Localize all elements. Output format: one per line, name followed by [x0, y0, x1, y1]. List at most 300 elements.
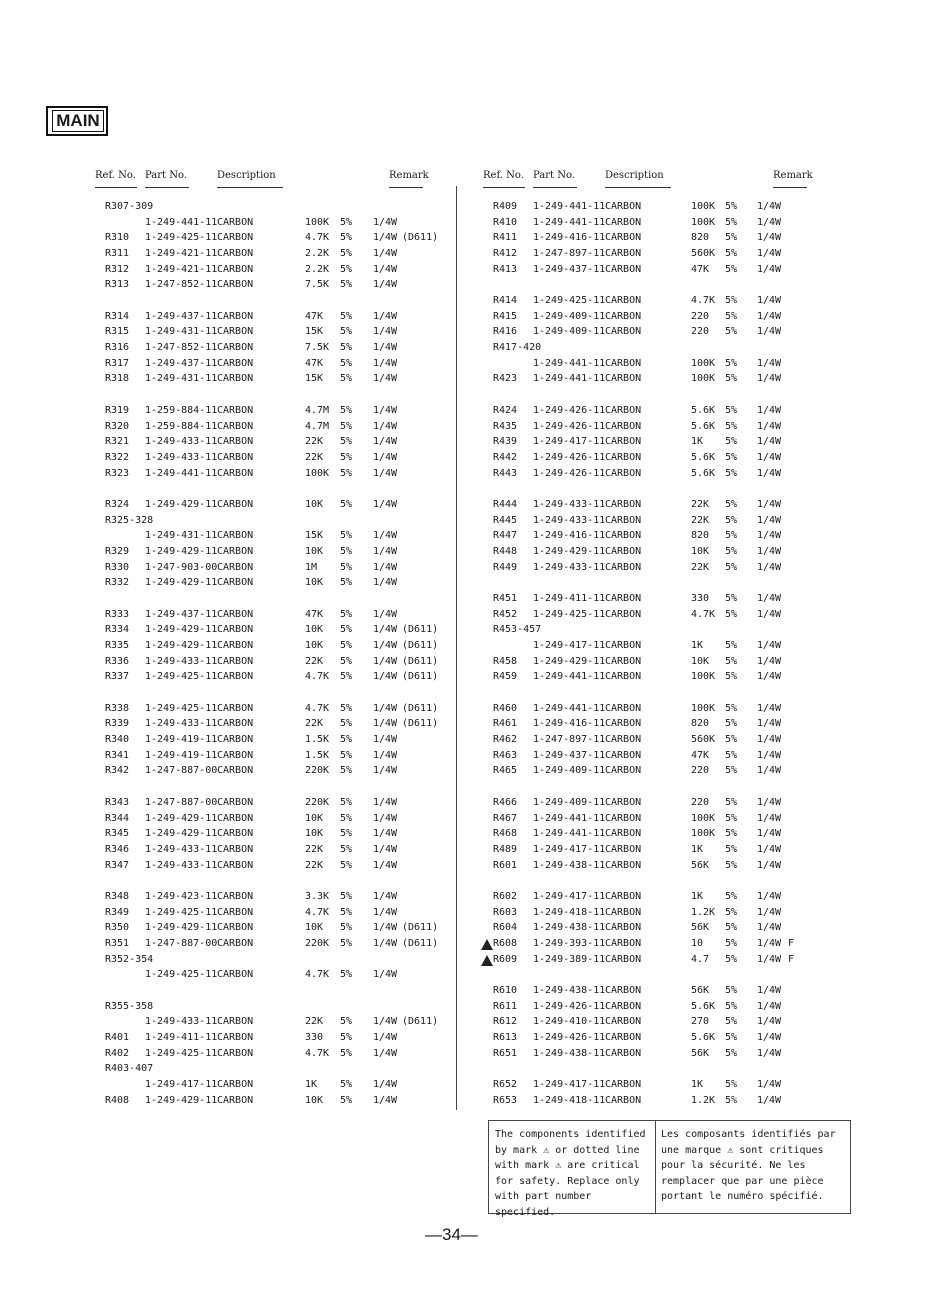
- part-no: 1-249-431-11: [145, 373, 218, 385]
- ref-no: R312: [105, 263, 130, 275]
- rating: 1/4W: [373, 812, 398, 824]
- value: 3.3K: [305, 890, 330, 902]
- tolerance: 5%: [340, 655, 353, 667]
- value: 47K: [691, 749, 710, 761]
- part-no: 1-249-441-11: [145, 216, 218, 228]
- ref-no: R610: [493, 985, 518, 996]
- ref-no: R461: [493, 718, 518, 730]
- value: 1K: [691, 640, 704, 652]
- value: 5.6K: [691, 1032, 716, 1044]
- description: CARBON: [605, 310, 642, 322]
- ref-no: R453-457: [493, 624, 542, 636]
- part-no: 1-249-409-11: [533, 796, 606, 808]
- value: 10K: [305, 828, 324, 840]
- ref-no: R452: [493, 608, 518, 620]
- rating: 1/4W: [373, 577, 398, 589]
- remark: (D611): [402, 718, 439, 730]
- part-no: 1-249-425-11: [533, 608, 606, 620]
- rating: 1/4W: [373, 796, 398, 808]
- value: 100K: [691, 702, 716, 714]
- rating: 1/4W: [373, 232, 398, 244]
- ref-no: R423: [493, 373, 518, 385]
- part-no: 1-249-417-11: [533, 890, 606, 902]
- rating: 1/4W: [757, 310, 782, 322]
- value: 100K: [305, 216, 330, 228]
- remark: (D611): [402, 232, 439, 244]
- ref-no: R445: [493, 514, 518, 526]
- ref-no: R444: [493, 498, 518, 510]
- value: 5.6K: [691, 451, 716, 463]
- tolerance: 5%: [725, 1047, 738, 1059]
- value: 10K: [305, 640, 324, 652]
- part-no: 1-249-426-11: [533, 1000, 606, 1012]
- rating: 1/4W: [757, 718, 782, 730]
- header-description: Description: [217, 170, 276, 181]
- ref-no: R417-420: [493, 342, 542, 354]
- value: 5.6K: [691, 1000, 716, 1012]
- safety-warning-icon: [481, 939, 493, 950]
- tolerance: 5%: [340, 404, 353, 416]
- rating: 1/4W: [757, 248, 782, 260]
- ref-no: R442: [493, 451, 518, 463]
- part-no: 1-249-429-11: [145, 1094, 218, 1106]
- rating: 1/4W: [757, 451, 782, 463]
- description: CARBON: [605, 985, 642, 996]
- part-no: 1-247-903-00: [145, 561, 218, 573]
- rating: 1/4W: [757, 1032, 782, 1044]
- part-no: 1-249-426-11: [533, 467, 606, 479]
- description: CARBON: [605, 906, 642, 918]
- value: 47K: [691, 263, 710, 275]
- value: 100K: [691, 357, 716, 369]
- rating: 1/4W: [757, 467, 782, 479]
- description: CARBON: [217, 326, 254, 338]
- tolerance: 5%: [340, 373, 353, 385]
- ref-no: R325-328: [105, 514, 154, 526]
- ref-no: R463: [493, 749, 518, 761]
- value: 4.7M: [305, 404, 330, 416]
- column-header: [483, 168, 843, 190]
- tolerance: 5%: [340, 718, 353, 730]
- part-no: 1-249-429-11: [145, 577, 218, 589]
- rating: 1/4W: [757, 561, 782, 573]
- tolerance: 5%: [725, 812, 738, 824]
- ref-no: R449: [493, 561, 518, 573]
- rating: 1/4W: [373, 545, 398, 557]
- tolerance: 5%: [725, 1094, 738, 1106]
- tolerance: 5%: [725, 1079, 738, 1091]
- value: 820: [691, 232, 710, 244]
- tolerance: 5%: [340, 828, 353, 840]
- rating: 1/4W: [373, 969, 398, 981]
- value: 22K: [691, 561, 710, 573]
- part-no: 1-249-429-11: [145, 624, 218, 636]
- value: 10K: [305, 624, 324, 636]
- ref-no: R411: [493, 232, 518, 244]
- tolerance: 5%: [725, 514, 738, 526]
- part-no: 1-249-429-11: [145, 812, 218, 824]
- value: 10K: [305, 577, 324, 589]
- rating: 1/4W: [757, 216, 782, 228]
- rating: 1/4W: [373, 467, 398, 479]
- part-no: 1-249-416-11: [533, 718, 606, 730]
- description: CARBON: [605, 828, 642, 840]
- part-no: 1-249-417-11: [533, 640, 606, 652]
- rating: 1/4W: [373, 702, 398, 714]
- ref-no: R403-407: [105, 1063, 154, 1075]
- description: CARBON: [217, 232, 254, 244]
- value: 270: [691, 1016, 710, 1028]
- description: CARBON: [217, 1047, 254, 1059]
- part-no: 1-249-426-11: [533, 420, 606, 432]
- ref-no: R410: [493, 216, 518, 228]
- value: 4.7K: [305, 232, 330, 244]
- part-no: 1-249-426-11: [533, 451, 606, 463]
- value: 56K: [691, 859, 710, 871]
- description: CARBON: [605, 953, 642, 965]
- value: 220K: [305, 937, 330, 949]
- rating: 1/4W: [373, 310, 398, 322]
- part-no: 1-249-433-11: [145, 655, 218, 667]
- value: 1K: [305, 1079, 318, 1091]
- rating: 1/4W: [757, 201, 782, 212]
- description: CARBON: [217, 545, 254, 557]
- rating: 1/4W: [373, 436, 398, 448]
- description: CARBON: [605, 326, 642, 338]
- value: 820: [691, 530, 710, 542]
- header-remark: Remark: [389, 170, 429, 181]
- header-ref: Ref. No.: [483, 170, 524, 181]
- header-remark: Remark: [773, 170, 813, 181]
- rating: 1/4W: [373, 248, 398, 260]
- ref-no: R414: [493, 295, 518, 307]
- parts-column-right: [483, 168, 843, 1106]
- ref-no: R340: [105, 734, 130, 746]
- part-no: 1-249-425-11: [533, 295, 606, 307]
- tolerance: 5%: [340, 279, 353, 291]
- tolerance: 5%: [340, 765, 353, 777]
- rating: 1/4W: [757, 655, 782, 667]
- tolerance: 5%: [725, 263, 738, 275]
- rating: 1/4W: [757, 593, 782, 604]
- description: CARBON: [605, 216, 642, 228]
- part-no: 1-249-411-11: [533, 593, 606, 604]
- rating: 1/4W: [757, 937, 782, 949]
- rating: 1/4W: [373, 561, 398, 573]
- part-no: 1-247-897-11: [533, 734, 606, 746]
- tolerance: 5%: [725, 310, 738, 322]
- rating: 1/4W: [373, 655, 398, 667]
- rating: 1/4W: [757, 985, 782, 996]
- part-no: 1-249-441-11: [533, 357, 606, 369]
- ref-no: R342: [105, 765, 130, 777]
- ref-no: R435: [493, 420, 518, 432]
- tolerance: 5%: [725, 326, 738, 338]
- value: 100K: [691, 812, 716, 824]
- description: CARBON: [217, 279, 254, 291]
- tolerance: 5%: [725, 718, 738, 730]
- ref-no: R401: [105, 1032, 130, 1044]
- description: CARBON: [605, 796, 642, 808]
- tolerance: 5%: [725, 906, 738, 918]
- description: CARBON: [605, 1047, 642, 1059]
- section-title-box: [46, 106, 108, 136]
- tolerance: 5%: [340, 342, 353, 354]
- tolerance: 5%: [340, 436, 353, 448]
- tolerance: 5%: [725, 608, 738, 620]
- value: 10: [691, 937, 704, 949]
- tolerance: 5%: [340, 451, 353, 463]
- part-no: 1-249-429-11: [145, 498, 218, 510]
- ref-no: R652: [493, 1079, 518, 1091]
- value: 10K: [305, 1094, 324, 1106]
- description: CARBON: [605, 561, 642, 573]
- part-no: 1-249-389-11: [533, 953, 606, 965]
- tolerance: 5%: [340, 922, 353, 934]
- tolerance: 5%: [725, 545, 738, 557]
- rating: 1/4W: [757, 514, 782, 526]
- tolerance: 5%: [725, 796, 738, 808]
- ref-no: R334: [105, 624, 130, 636]
- ref-no: R612: [493, 1016, 518, 1028]
- ref-no: R468: [493, 828, 518, 840]
- part-no: 1-249-441-11: [533, 216, 606, 228]
- value: 330: [691, 593, 710, 604]
- description: CARBON: [217, 436, 254, 448]
- ref-no: R609: [493, 953, 518, 965]
- tolerance: 5%: [725, 765, 738, 777]
- header-part: Part No.: [145, 170, 187, 181]
- value: 10K: [691, 655, 710, 667]
- part-no: 1-249-409-11: [533, 326, 606, 338]
- part-no: 1-249-425-11: [145, 232, 218, 244]
- part-no: 1-249-438-11: [533, 1047, 606, 1059]
- description: CARBON: [217, 671, 254, 683]
- part-no: 1-247-887-00: [145, 796, 218, 808]
- ref-no: R349: [105, 906, 130, 918]
- description: CARBON: [605, 467, 642, 479]
- ref-no: R319: [105, 404, 130, 416]
- tolerance: 5%: [725, 985, 738, 996]
- description: CARBON: [217, 906, 254, 918]
- rating: 1/4W: [373, 420, 398, 432]
- ref-no: R613: [493, 1032, 518, 1044]
- description: CARBON: [605, 702, 642, 714]
- tolerance: 5%: [340, 843, 353, 855]
- description: CARBON: [605, 734, 642, 746]
- description: CARBON: [217, 1079, 254, 1091]
- value: 4.7K: [691, 295, 716, 307]
- part-no: 1-249-437-11: [145, 310, 218, 322]
- value: 22K: [305, 859, 324, 871]
- rating: 1/4W: [373, 734, 398, 746]
- tolerance: 5%: [340, 812, 353, 824]
- tolerance: 5%: [725, 295, 738, 307]
- part-no: 1-247-887-00: [145, 765, 218, 777]
- ref-no: R335: [105, 640, 130, 652]
- ref-no: R412: [493, 248, 518, 260]
- value: 10K: [305, 812, 324, 824]
- description: CARBON: [217, 1032, 254, 1044]
- remark: (D611): [402, 937, 439, 949]
- tolerance: 5%: [725, 373, 738, 385]
- remark: (D611): [402, 640, 439, 652]
- rating: 1/4W: [757, 702, 782, 714]
- ref-no: R409: [493, 201, 518, 212]
- tolerance: 5%: [340, 530, 353, 542]
- value: 4.7K: [691, 608, 716, 620]
- ref-no: R467: [493, 812, 518, 824]
- value: 7.5K: [305, 342, 330, 354]
- ref-no: R315: [105, 326, 130, 338]
- value: 330: [305, 1032, 324, 1044]
- part-no: 1-249-438-11: [533, 985, 606, 996]
- value: 1K: [691, 890, 704, 902]
- tolerance: 5%: [725, 702, 738, 714]
- value: 15K: [305, 530, 324, 542]
- value: 47K: [305, 357, 324, 369]
- description: CARBON: [605, 545, 642, 557]
- description: CARBON: [217, 734, 254, 746]
- rating: 1/4W: [373, 859, 398, 871]
- value: 1K: [691, 843, 704, 855]
- rating: 1/4W: [373, 749, 398, 761]
- tolerance: 5%: [340, 796, 353, 808]
- tolerance: 5%: [725, 734, 738, 746]
- tolerance: 5%: [725, 1032, 738, 1044]
- rating: 1/4W: [757, 922, 782, 934]
- description: CARBON: [217, 828, 254, 840]
- tolerance: 5%: [725, 1016, 738, 1028]
- tolerance: 5%: [340, 232, 353, 244]
- description: CARBON: [605, 232, 642, 244]
- description: CARBON: [217, 812, 254, 824]
- description: CARBON: [605, 263, 642, 275]
- part-no: 1-249-409-11: [533, 310, 606, 322]
- part-no: 1-249-417-11: [145, 1079, 218, 1091]
- value: 1.2K: [691, 1094, 716, 1106]
- description: CARBON: [605, 765, 642, 777]
- rating: 1/4W: [757, 436, 782, 448]
- description: CARBON: [217, 216, 254, 228]
- part-no: 1-249-418-11: [533, 1094, 606, 1106]
- part-no: 1-247-897-11: [533, 248, 606, 260]
- description: CARBON: [217, 718, 254, 730]
- rating: 1/4W: [757, 608, 782, 620]
- ref-no: R355-358: [105, 1000, 154, 1012]
- value: 100K: [691, 671, 716, 683]
- ref-no: R604: [493, 922, 518, 934]
- value: 22K: [691, 498, 710, 510]
- part-no: 1-249-437-11: [145, 357, 218, 369]
- value: 22K: [305, 718, 324, 730]
- tolerance: 5%: [340, 357, 353, 369]
- description: CARBON: [217, 922, 254, 934]
- rating: 1/4W: [757, 906, 782, 918]
- rating: 1/4W: [373, 1094, 398, 1106]
- description: CARBON: [605, 248, 642, 260]
- part-no: 1-249-429-11: [533, 655, 606, 667]
- part-no: 1-249-429-11: [533, 545, 606, 557]
- ref-no: R318: [105, 373, 130, 385]
- ref-no: R314: [105, 310, 130, 322]
- description: CARBON: [605, 671, 642, 683]
- rating: 1/4W: [757, 671, 782, 683]
- description: CARBON: [605, 436, 642, 448]
- value: 100K: [691, 216, 716, 228]
- part-no: 1-249-421-11: [145, 263, 218, 275]
- value: 4.7M: [305, 420, 330, 432]
- value: 47K: [305, 310, 324, 322]
- tolerance: 5%: [340, 734, 353, 746]
- description: CARBON: [605, 1016, 642, 1028]
- tolerance: 5%: [725, 593, 738, 604]
- remark: (D611): [402, 655, 439, 667]
- ref-no: R602: [493, 890, 518, 902]
- rating: 1/4W: [757, 859, 782, 871]
- part-no: 1-249-425-11: [145, 906, 218, 918]
- ref-no: R346: [105, 843, 130, 855]
- rating: 1/4W: [373, 922, 398, 934]
- rating: 1/4W: [373, 263, 398, 275]
- rating: 1/4W: [373, 624, 398, 636]
- ref-no: R320: [105, 420, 130, 432]
- part-no: 1-249-417-11: [533, 843, 606, 855]
- rating: 1/4W: [373, 843, 398, 855]
- part-no: 1-249-438-11: [533, 859, 606, 871]
- description: CARBON: [217, 1094, 254, 1106]
- rating: 1/4W: [373, 404, 398, 416]
- value: 1K: [691, 436, 704, 448]
- ref-no: R352-354: [105, 953, 154, 965]
- tolerance: 5%: [340, 937, 353, 949]
- part-no: 1-249-441-11: [533, 373, 606, 385]
- ref-no: R402: [105, 1047, 130, 1059]
- part-no: 1-249-410-11: [533, 1016, 606, 1028]
- part-no: 1-249-433-11: [145, 718, 218, 730]
- description: CARBON: [217, 342, 254, 354]
- description: CARBON: [605, 718, 642, 730]
- ref-no: R350: [105, 922, 130, 934]
- part-no: 1-249-419-11: [145, 749, 218, 761]
- value: 4.7K: [305, 906, 330, 918]
- tolerance: 5%: [725, 655, 738, 667]
- description: CARBON: [217, 248, 254, 260]
- description: CARBON: [217, 404, 254, 416]
- description: CARBON: [217, 765, 254, 777]
- part-no: 1-249-433-11: [533, 514, 606, 526]
- value: 22K: [691, 514, 710, 526]
- rating: 1/4W: [373, 937, 398, 949]
- ref-no: R336: [105, 655, 130, 667]
- remark: (D611): [402, 671, 439, 683]
- tolerance: 5%: [340, 969, 353, 981]
- value: 2.2K: [305, 263, 330, 275]
- description: CARBON: [605, 1032, 642, 1044]
- part-no: 1-249-429-11: [145, 828, 218, 840]
- description: CARBON: [217, 640, 254, 652]
- ref-no: R653: [493, 1094, 518, 1106]
- description: CARBON: [605, 593, 642, 604]
- part-no: 1-247-852-11: [145, 342, 218, 354]
- rating: 1/4W: [373, 357, 398, 369]
- ref-no: R651: [493, 1047, 518, 1059]
- ref-no: R459: [493, 671, 518, 683]
- rating: 1/4W: [373, 828, 398, 840]
- value: 10K: [305, 922, 324, 934]
- tolerance: 5%: [725, 498, 738, 510]
- rating: 1/4W: [757, 373, 782, 385]
